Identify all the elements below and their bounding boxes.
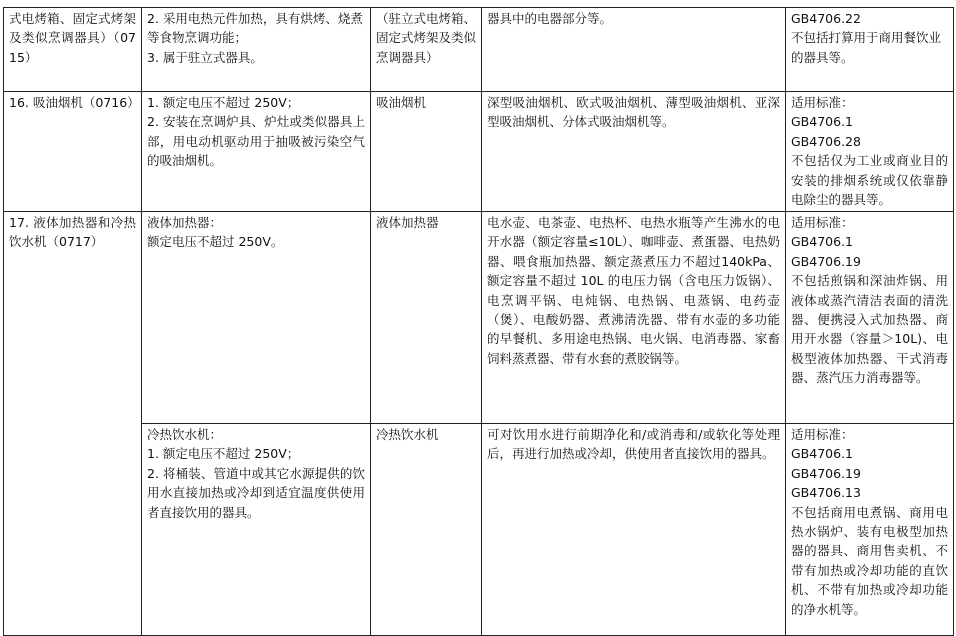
scope-cell: 液体加热器： 额定电压不超过 250V。	[142, 212, 371, 424]
standard-cell: 适用标准： GB4706.1 GB4706.19 GB4706.13 不包括商用电煮锅、商用电热水锅炉、装有电极型加热器的器具、商用售卖机、不带有加热或冷却功能的直饮机、不带有加热或冷却功能的净水机等。	[786, 424, 954, 636]
table-row	[4, 92, 954, 212]
examples-cell: 可对饮用水进行前期净化和/或消毒和/或软化等处理后，再进行加热或冷却，供使用者直接饮用的器具。	[482, 424, 786, 636]
examples-cell: 电水壶、电茶壶、电热杯、电热水瓶等产生沸水的电开水器（额定容量≤10L）、咖啡壶、煮蛋器、电热奶器、喂食瓶加热器、额定蒸煮压力不超过140kPa、额定容量不超过 10L 的电压力锅（含电压力饭锅）、电烹调平锅、电炖锅、电热锅、电蒸锅、电药壶（煲）、电酸奶器、煮沸清洗器、带有水壶的多功能的早餐机、多用途电热锅、电火锅、电消毒器、家畜饲料蒸煮器、带有水套的煮胶锅等。	[482, 212, 786, 424]
examples-cell: 器具中的电器部分等。	[482, 8, 786, 92]
product-cell: 液体加热器	[371, 212, 482, 424]
standard-cell: GB4706.22 不包括打算用于商用餐饮业的器具等。	[786, 8, 954, 92]
table-row	[4, 212, 954, 424]
examples-cell: 深型吸油烟机、欧式吸油烟机、薄型吸油烟机、亚深型吸油烟机、分体式吸油烟机等。	[482, 92, 786, 212]
scope-cell: 2. 采用电热元件加热，具有烘烤、烧煮等食物烹调功能； 3. 属于驻立式器具。	[142, 8, 371, 92]
table-row	[4, 424, 954, 636]
standard-cell: 适用标准： GB4706.1 GB4706.19 不包括煎锅和深油炸锅、用液体或蒸汽清洁表面的清洗器、便携浸入式加热器、商用开水器（容量＞10L)、电极型液体加热器、干式消毒器、蒸汽压力消毒器等。	[786, 212, 954, 424]
product-cell: （驻立式电烤箱、固定式烤架及类似烹调器具）	[371, 8, 482, 92]
category-cell: 16. 吸油烟机（0716）	[4, 92, 142, 212]
product-cell: 吸油烟机	[371, 92, 482, 212]
table-row	[4, 8, 954, 92]
scope-cell: 冷热饮水机： 1. 额定电压不超过 250V； 2. 将桶装、管道中或其它水源提供的饮用水直接加热或冷却到适宜温度供使用者直接饮用的器具。	[142, 424, 371, 636]
category-cell: 式电烤箱、固定式烤架及类似烹调器具）（0715）	[4, 8, 142, 92]
standard-cell: 适用标准： GB4706.1 GB4706.28 不包括仅为工业或商业目的安装的排烟系统或仅依靠静电除尘的器具等。	[786, 92, 954, 212]
category-cell: 17. 液体加热器和冷热饮水机（0717）	[4, 212, 142, 636]
product-cell: 冷热饮水机	[371, 424, 482, 636]
product-catalog-table	[3, 7, 954, 636]
scope-cell: 1. 额定电压不超过 250V； 2. 安装在烹调炉具、炉灶或类似器具上部，用电动机驱动用于抽吸被污染空气的吸油烟机。	[142, 92, 371, 212]
